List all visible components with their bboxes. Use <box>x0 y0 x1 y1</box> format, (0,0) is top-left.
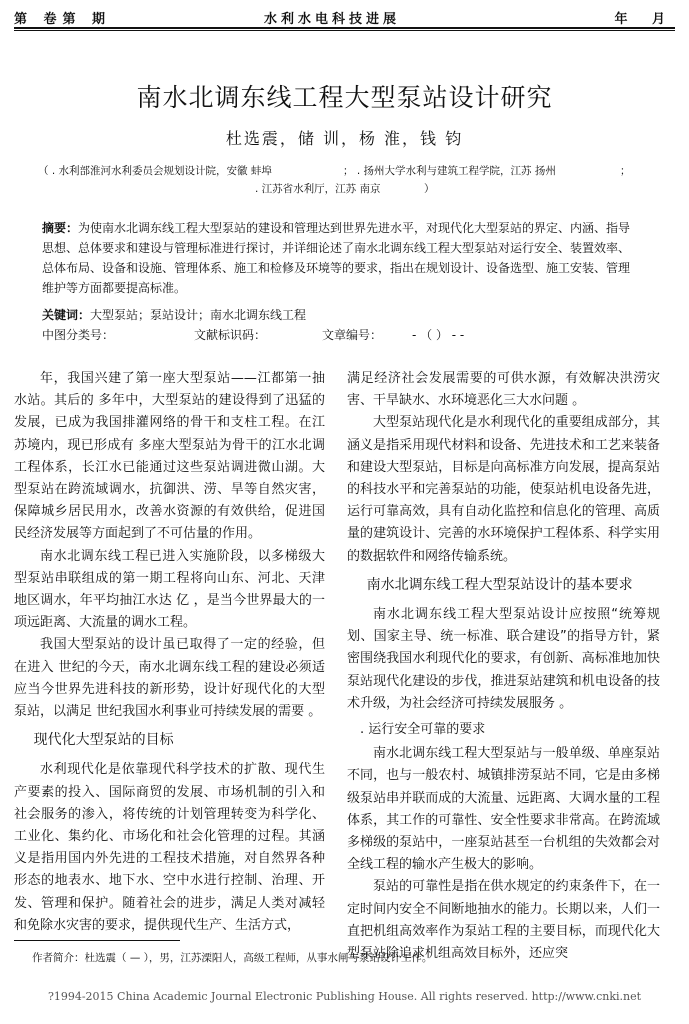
body-paragraph: 水利现代化是依靠现代科学技术的扩散、现代生产要素的投入、国际商贸的发展、市场机制的引入和社会服务的渗入，将传统的计划管理转变为科学化、工业化、集约化、市场化和社会化管理的过程。其涵义是指用国内外先进的工程技术措施，对自然界各种形态的地表水、地下水、空中水进行控制、治理、开发、管理和保护。随着社会的进步，满足人类对减轻和免除水灾害的要求，提供现代生产、生活方式， <box>14 762 325 933</box>
right-column <box>347 368 660 965</box>
keywords-label: 关键词： <box>42 308 91 322</box>
affiliation-sep: ； <box>620 165 631 177</box>
header-rule-thick <box>14 27 675 29</box>
header-journal: 水利水电科技进展 <box>264 12 401 27</box>
keywords <box>42 306 306 323</box>
document-code: 文献标识码： <box>194 328 267 342</box>
body-paragraph: 南水北调东线工程大型泵站设计应按照“统筹规划、国家主导、统一标准、联合建设”的指导方针，紧密围绕我国水利现代化的要求，有创新、高标准地加快泵站现代化建设的步伐，推进泵站建筑和机电设备的技术升级，为社会经济可持续发展服务 。 <box>347 607 660 711</box>
affiliation-1: （ . 水利部淮河水利委员会规划设计院，安徽 蚌埠 <box>38 165 272 177</box>
abstract <box>42 218 632 298</box>
article-number-label: 文章编号： <box>322 328 383 342</box>
copyright-line: ?1994-2015 China Academic Journal Electronic Publishing House. All rights reserved. http://www.cnki.net <box>47 990 642 1003</box>
header-date: 年 月 <box>614 12 675 27</box>
affiliation-2: ； . 扬州大学水利与建筑工程学院，江苏 扬州 <box>343 165 556 177</box>
left-column <box>14 368 325 937</box>
affiliation-close: ） <box>424 183 435 195</box>
keywords-text: 大型泵站；泵站设计；南水北调东线工程 <box>90 308 307 322</box>
running-header <box>14 6 675 26</box>
header-rule-thin <box>14 30 675 31</box>
body-paragraph: 满足经济社会发展需要的可供水源，有效解决洪涝灾害、干旱缺水、水环境恶化三大水问题 。 <box>347 371 660 409</box>
header-issue: 第 卷第 期 <box>14 12 112 27</box>
section-heading: 现代化大型泵站的目标 <box>33 732 174 749</box>
paper-title: 南水北调东线工程大型泵站设计研究 <box>136 83 553 112</box>
author-footnote: 作者简介：杜选震（ — ），男，江苏溧阳人，高级工程师，从事水闸与泵站设计工作。 <box>32 952 433 964</box>
abstract-label: 摘要： <box>42 221 79 235</box>
body-paragraph: 年，我国兴建了第一座大型泵站——江都第一抽水站。其后的 多年中，大型泵站的建设得到了迅猛的发展，已成为我国排灌网络的骨干和支柱工程。在江苏境内，现已形成有 多座大型泵站为骨干的江水北调工程体系，长江水已能通过这些泵站调进微山湖。大型泵站在跨流域调水，抗御洪、涝、旱等自然灾害，保障城乡居民用水，改善水资源的有效供给，促进国民经济发展等方面起到了不可估量的作用。 <box>14 371 325 542</box>
subsection-heading: . 运行安全可靠的要求 <box>360 722 486 738</box>
body-paragraph: 我国大型泵站的设计虽已取得了一定的经验，但在进入 世纪的今天，南水北调东线工程的建设必须适应当今世界先进科技的新形势，设计好现代化的大型泵站，以满足 世纪我国水利事业可持续发展的需要 。 <box>14 637 325 720</box>
section-heading: 南水北调东线工程大型泵站设计的基本要求 <box>366 576 633 593</box>
clc-number: 中图分类号： <box>42 328 115 342</box>
paper-authors: 杜选震，储 训，杨 淮，钱 钧 <box>225 129 464 148</box>
article-number-value: - （ ） - - <box>412 328 465 342</box>
footnote-rule <box>14 940 180 941</box>
body-paragraph: 泵站的可靠性是指在供水规定的约束条件下，在一定时间内安全不间断地抽水的能力。长期以来，人们一直把机组高效率作为泵站工程的主要目标，而现代化大型泵站除追求机组高效目标外，还应突 <box>347 879 660 962</box>
body-paragraph: 南水北调东线工程已进入实施阶段，以多梯级大型泵站串联组成的第一期工程将向山东、河北、天津地区调水，年平均抽江水达 亿 ，是当今世界最大的一项远距离、大流量的调水工程。 <box>14 548 325 631</box>
body-paragraph: 南水北调东线工程大型泵站与一般单级、单座泵站不同，也与一般农村、城镇排涝泵站不同，它是由多梯级泵站串并联而成的大流量、远距离、大调水量的工程体系，其工作的可靠性、安全性要求非常高。在跨流域多梯级的泵站中，一座泵站甚至一台机组的失效都会对全线工程的输水产生极大的影响。 <box>347 746 660 873</box>
affiliation-3: . 江苏省水利厅，江苏 南京 <box>255 183 381 195</box>
body-paragraph: 大型泵站现代化是水利现代化的重要组成部分，其涵义是指采用现代材料和设备、先进技术和工艺来装备和建设大型泵站，目标是向高标准方向发展，提高泵站的科技水平和完善泵站的功能，使泵站机电设备先进，运行可靠高效，具有自动化监控和信息化的管理、高质量的建筑设计、完善的水环境保护工程体系、科学实用的数据软件和网络传输系统。 <box>347 415 660 564</box>
abstract-text: 为使南水北调东线工程大型泵站的建设和管理达到世界先进水平，对现代化大型泵站的界定、内涵、指导思想、总体要求和建设与管理标准进行探讨，并详细论述了南水北调东线工程大型泵站对运行安全、装置效率、总体布局、设备和设施、管理体系、施工和检修及环境等的要求，指出在规划设计、设备选型、施工安装、管理维护等方面都要提高标准。 <box>42 221 631 295</box>
